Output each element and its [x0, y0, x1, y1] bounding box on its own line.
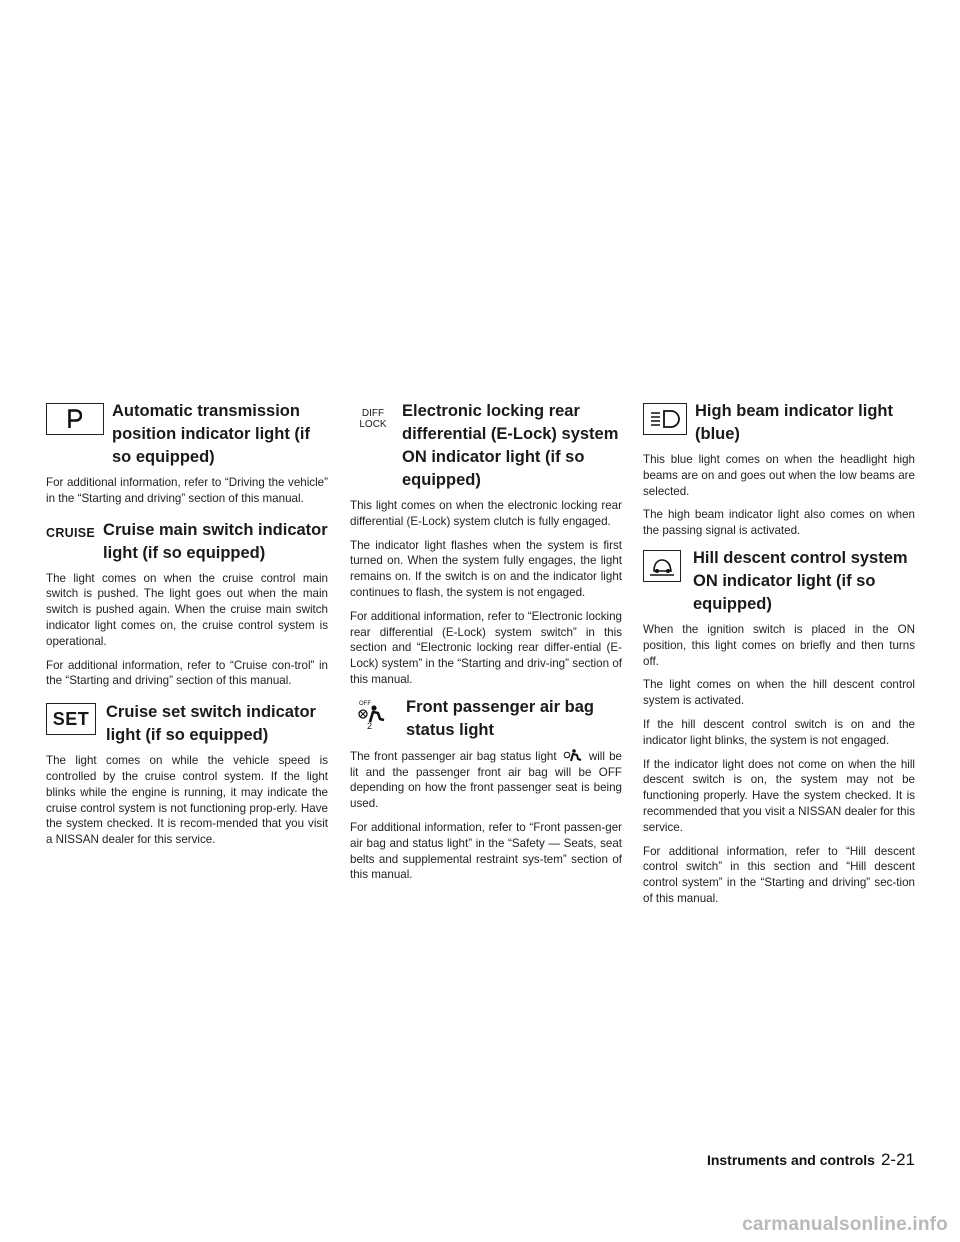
set-icon-text: SET [52, 708, 90, 729]
paragraph: The light comes on while the vehicle speed is controlled by the cruise control system. If the light blinks while the engine is running, it may indicate the cruise control system is not functioning prop-erly. Have the system checked. It is recom-mended that you visit a NISSAN dealer for this service. [46, 754, 328, 847]
section-elock [350, 400, 622, 688]
column-left [46, 400, 328, 856]
section-header [46, 400, 328, 469]
section-title: Hill descent control system ON indicator light (if so equipped) [693, 548, 908, 613]
paragraph: For additional information, refer to “Hill descent control switch” in this section and “Hill descent control system” in the “Starting and driving” sec-tion of this manual. [643, 844, 915, 905]
section-title: Front passenger air bag status light [406, 697, 594, 739]
section-header [46, 519, 328, 565]
page-number: 2-21 [880, 1150, 915, 1169]
paragraph: For additional information, refer to “Cruise con-trol” in the “Starting and driving” section of this manual. [46, 658, 328, 688]
paragraph: The light comes on when the hill descent control system is activated. [643, 678, 915, 708]
paragraph: This blue light comes on when the headlight high beams are on and goes out when the low beams are selected. [643, 453, 915, 498]
section-header [350, 696, 622, 742]
section-title: Electronic locking rear differential (E-Lock) system ON indicator light (if so equipped) [402, 402, 619, 489]
paragraph: The light comes on when the cruise control main switch is pushed. The light goes out when the main switch is pushed again. When the cruise main switch indicator light comes on, the cruise control system is operational. [46, 571, 328, 648]
paragraph: For additional information, refer to “Electronic locking rear differential (E-Lock) system switch” in this section and “Electronic locking rear differ-ential (E-Lock) system” in the “Starting and driv-ing” section of this manual. [350, 609, 622, 686]
paragraph-text-end: will be lit and the passenger front air bag will be OFF depending on how the front passenger seat is being used. [350, 749, 622, 811]
footer-section-label: Instruments and controls [706, 1152, 875, 1168]
passenger-airbag-off-icon [350, 698, 396, 730]
watermark: carmanualsonline.info [742, 1214, 948, 1235]
set-icon [46, 703, 96, 735]
section-title: Cruise main switch indicator light (if so equipped) [103, 520, 328, 562]
section-high-beam [643, 400, 915, 539]
paragraph: If the indicator light does not come on when the hill descent switch is on, the system may not be functioning properly. Have the system checked. It is recommended that you visit a NISSAN dealer for this service. [643, 757, 915, 834]
paragraph: If the hill descent control switch is on and the indicator light blinks, the system is not engaged. [643, 717, 915, 747]
paragraph: The high beam indicator light also comes on when the passing signal is activated. [643, 508, 915, 538]
paragraph: The indicator light flashes when the system is first turned on. When the system fully engages, the light remains on. If the switch is on and the indicator light continues to flash, the system is not engaged. [350, 538, 622, 599]
section-passenger-airbag [350, 696, 622, 883]
park-p-icon [46, 403, 104, 435]
diff-lock-icon [350, 403, 396, 435]
airbag-off-text: OFF [359, 700, 371, 707]
diff-lock-icon-line1: DIFF [361, 408, 385, 419]
high-beam-icon [643, 403, 687, 435]
section-cruise-set [46, 701, 328, 848]
paragraph: For additional information, refer to “Front passen-ger air bag and status light” in the “Safety — Seats, seat belts and supplemental restraint sys-tem” section of this manual. [350, 820, 622, 882]
paragraph: When the ignition switch is placed in the ON position, this light comes on briefly and then turns off. [643, 622, 915, 668]
section-header [350, 400, 622, 492]
column-right [643, 400, 915, 915]
section-header [46, 701, 328, 747]
paragraph: This light comes on when the electronic locking rear differential (E-Lock) system clutch is fully engaged. [350, 499, 622, 528]
passenger-airbag-inline-icon [561, 748, 585, 762]
page-footer [680, 1150, 915, 1170]
airbag-num-text: 2 [367, 720, 373, 730]
diff-lock-icon-line2: LOCK [359, 419, 387, 430]
section-hill-descent [643, 547, 915, 907]
section-title: Cruise set switch indicator light (if so equipped) [106, 703, 316, 745]
section-title: High beam indicator light (blue) [695, 402, 894, 443]
paragraph [350, 748, 622, 812]
section-title: Automatic transmission position indicator light (if so equipped) [112, 402, 310, 466]
cruise-icon-text: CRUISE [46, 525, 96, 540]
section-header [643, 400, 915, 446]
section-cruise-main [46, 519, 328, 690]
paragraph-text-start: The front passenger air bag status light [350, 749, 557, 763]
hill-descent-icon [643, 550, 681, 582]
column-middle [350, 400, 622, 891]
cruise-icon [46, 521, 95, 545]
paragraph: For additional information, refer to “Driving the vehicle” in the “Starting and driving” section of this manual. [46, 476, 328, 505]
section-transmission-indicator [46, 400, 328, 507]
section-header [643, 547, 915, 616]
